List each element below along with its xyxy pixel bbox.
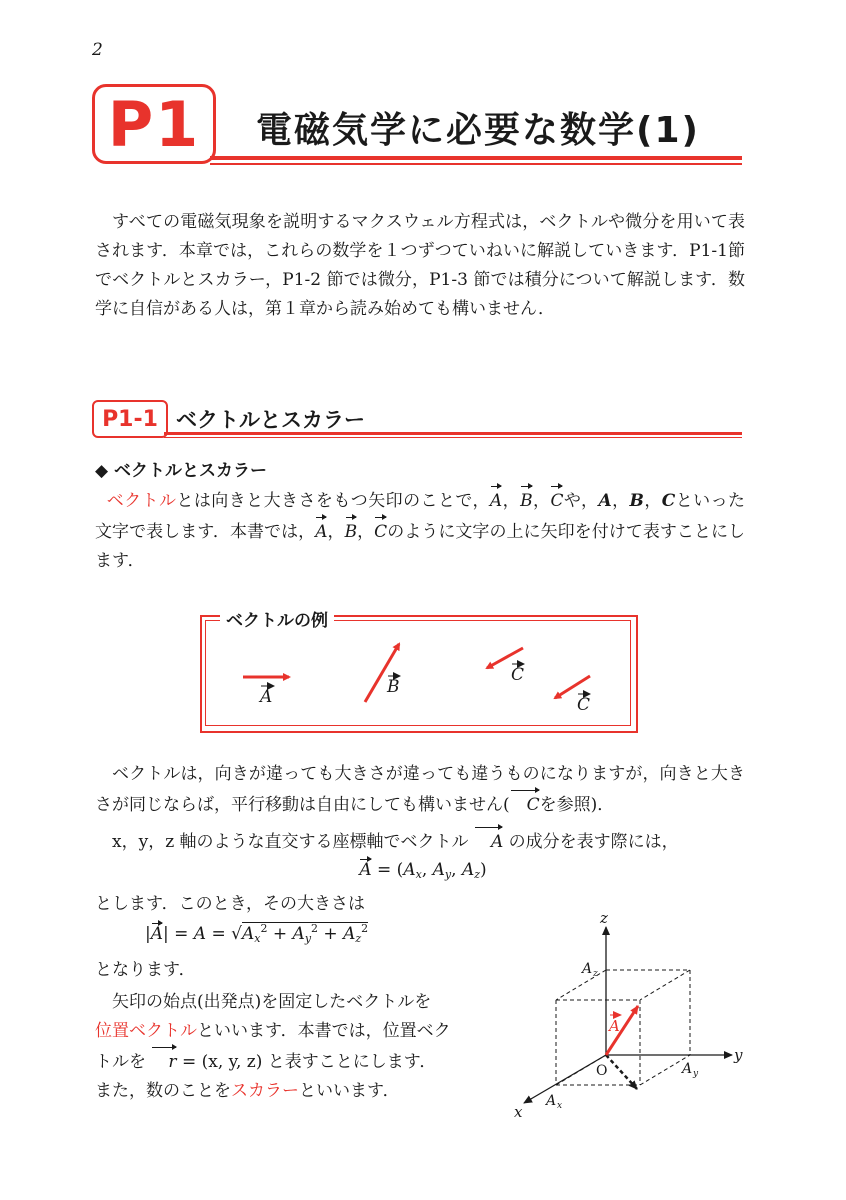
text-span: とは向きと大きさをもつ矢印のことで，: [176, 491, 490, 511]
example-label-b: B: [387, 677, 400, 697]
axis-y-label: y: [734, 1046, 743, 1064]
chapter-rule-thick: [210, 156, 742, 160]
position-vector-paragraph: [95, 988, 465, 1106]
component-equation: $A = (A_x$, $A_y$, $A_z$): [359, 860, 487, 881]
example-label-a: A: [260, 687, 273, 707]
vector-a: A: [315, 516, 327, 547]
text-span: や，: [563, 491, 599, 511]
ax-label: A: [546, 1093, 557, 1109]
example-label-c2: C: [577, 695, 591, 715]
components-paragraph: [95, 826, 745, 857]
section-number: P1-1: [102, 406, 158, 432]
text-span: を参照)．: [539, 795, 615, 815]
section-rule-thin: [164, 437, 742, 438]
vector-c: C: [374, 516, 387, 547]
ay-sub: y: [693, 1069, 699, 1079]
text-span: のように文字の上に矢印を付けて表すことにします．: [95, 522, 746, 571]
example-vectors: [205, 620, 629, 724]
text-span: といいます．本書では，位置ベクトルを: [95, 1021, 451, 1072]
x-axis: [524, 1055, 606, 1103]
vector-a: A: [474, 826, 503, 857]
term-vector: ベクトル: [106, 491, 177, 511]
vector-a: A: [490, 485, 502, 516]
vector-definition-paragraph: [95, 485, 745, 576]
becomes-text: となります．: [95, 960, 196, 980]
ax-sub: x: [557, 1101, 563, 1111]
magnitude-intro: とします．このとき，その大きさは: [95, 894, 365, 914]
bold-a: A: [598, 491, 612, 511]
vector-b: B: [520, 485, 533, 516]
vector-a-label: A: [609, 1017, 620, 1035]
bold-c: C: [661, 491, 676, 511]
vector-c: C: [510, 789, 540, 820]
text-span: ベクトルは，向きが違っても大きさが違っても違うものになりますが，向きと大きさが同じならば，平行移動は自由にしても構いません(: [95, 764, 745, 815]
separator: ，: [327, 522, 345, 542]
axis-z-label: z: [600, 909, 608, 927]
bold-b: B: [629, 491, 644, 511]
text-span: また，数のことを: [95, 1081, 231, 1101]
magnitude-equation: $|A| = A = √A_x^2 + A_y^2 + A_z^2$: [145, 922, 369, 945]
chapter-rule-thin: [210, 163, 742, 165]
separator: ，: [643, 491, 662, 511]
intro-paragraph: すべての電磁気現象を説明するマクスウェル方程式は，ベクトルや微分を用いて表されます．本章では，これらの数学を１つずつていねいに解説していきます．P1-1節でベクトルとスカラー，P1-2 節では微分，P1-3 節では積分について解説します．数学に自信がある人は，第１章から読み始めても構いません．: [95, 212, 745, 319]
term-scalar: スカラー: [231, 1081, 299, 1101]
section-rule-thick: [164, 432, 742, 435]
section-number-box: [92, 400, 168, 438]
subheading: ◆ ベクトルとスカラー: [95, 461, 267, 481]
text-span: 矢印の始点(出発点)を固定したベクトルを: [112, 992, 432, 1012]
page-number: 2: [92, 40, 103, 60]
vector-r: r: [151, 1046, 176, 1077]
separator: ，: [502, 491, 521, 511]
chapter-title: 電磁気学に必要な数学(1): [256, 110, 700, 151]
text-span: x，y，z 軸のような直交する座標軸でベクトル: [112, 832, 469, 852]
separator: ，: [611, 491, 630, 511]
example-label: ベクトルの例: [220, 606, 334, 631]
axis-x-label: x: [514, 1103, 523, 1121]
chapter-number: P1: [107, 87, 201, 161]
az-sub: z: [593, 969, 598, 979]
text-span: = (x, y, z) と表すことにします．: [181, 1052, 437, 1072]
separator: ，: [357, 522, 375, 542]
coordinate-diagram: [500, 905, 760, 1125]
ay-label: A: [682, 1061, 693, 1077]
example-label-c1: C: [511, 665, 525, 685]
term-position-vector: 位置ベクトル: [95, 1021, 197, 1041]
vector-b: B: [345, 516, 358, 547]
separator: ，: [532, 491, 551, 511]
projection-arrow: [606, 1055, 637, 1089]
vector-a: A: [359, 860, 372, 880]
text-span: の成分を表す際には，: [508, 832, 679, 852]
parallel-move-paragraph: [95, 760, 745, 820]
vector-c: C: [550, 485, 563, 516]
text-span: といった文字で表します．本書では，: [95, 491, 746, 542]
az-label: A: [582, 961, 593, 977]
section-title: ベクトルとスカラー: [176, 408, 365, 432]
vector-a: A: [150, 924, 164, 944]
text-span: といいます．: [299, 1081, 400, 1101]
chapter-number-box: [92, 84, 216, 164]
origin-label: O: [596, 1063, 608, 1079]
